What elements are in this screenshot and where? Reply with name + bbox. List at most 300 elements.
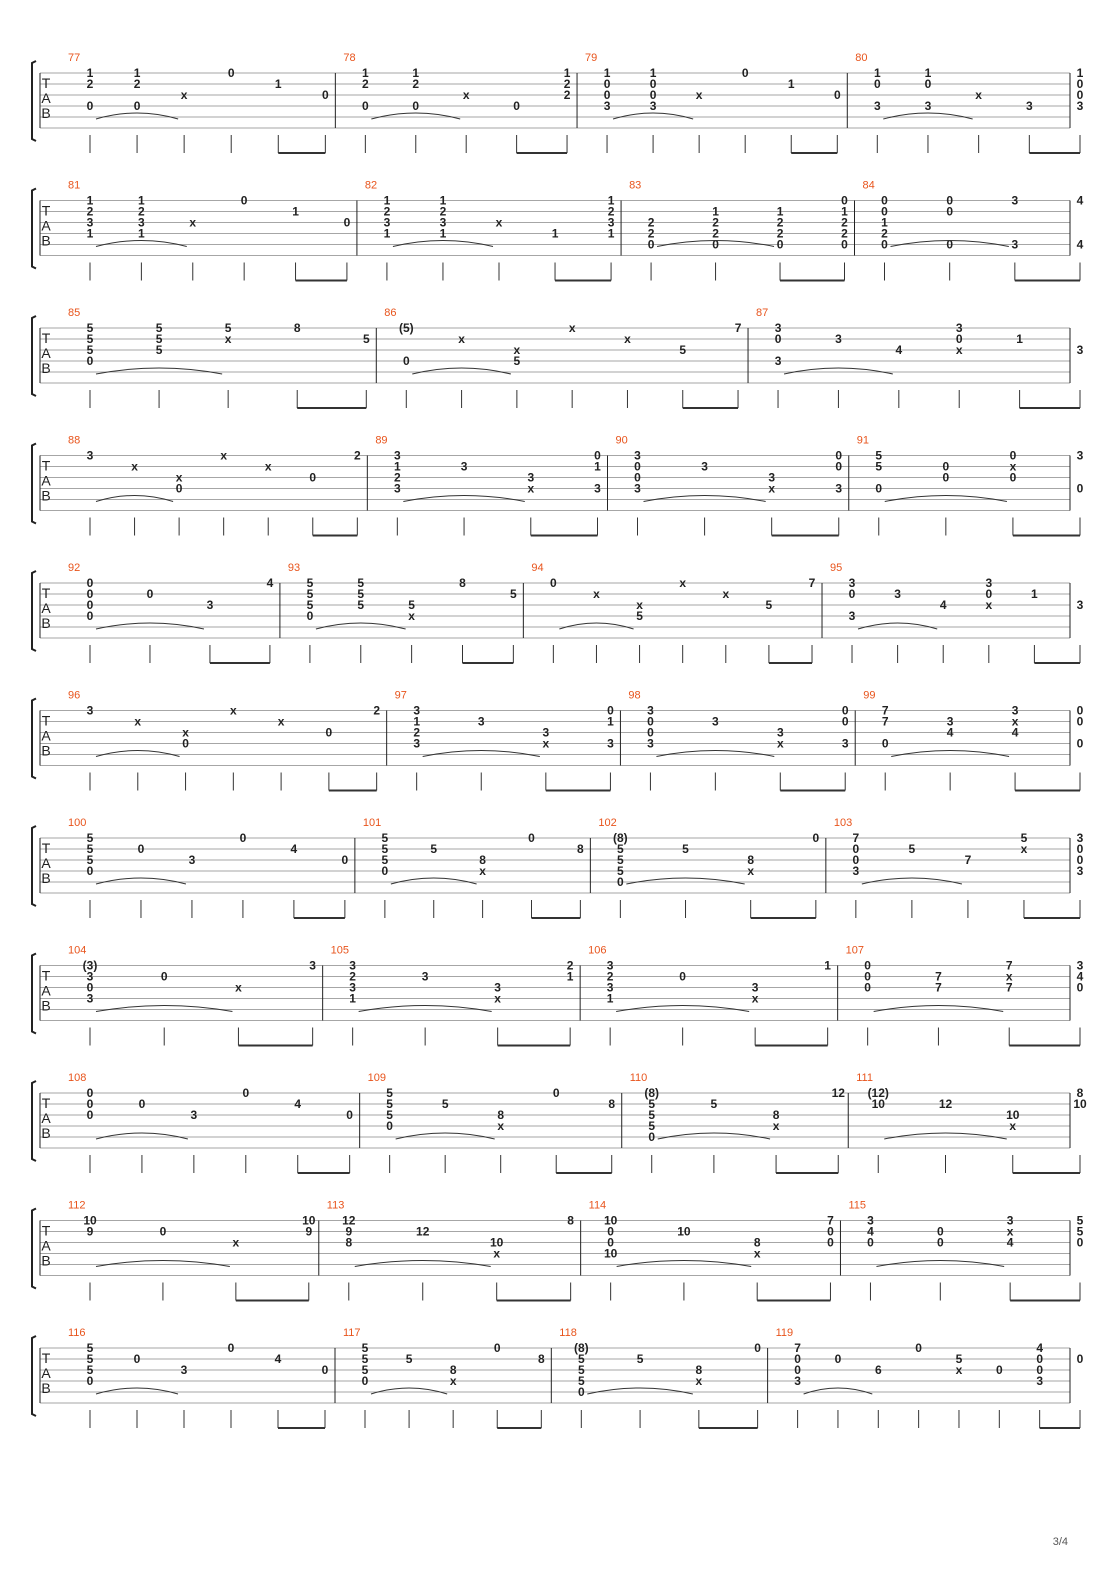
fret-number: 0 <box>86 354 94 368</box>
tab-clef-letter: T <box>41 75 51 91</box>
dead-note: x <box>493 1246 501 1261</box>
fret-number: 0 <box>852 853 860 867</box>
measure-number: 91 <box>856 434 870 447</box>
fret-number: 5 <box>86 343 94 357</box>
measure <box>68 52 329 153</box>
fret-number: 3 <box>1011 703 1019 718</box>
fret-number: 0 <box>1076 714 1084 729</box>
dead-note: x <box>277 714 285 729</box>
fret-number: 10 <box>1073 1097 1087 1111</box>
dead-note: x <box>134 714 142 729</box>
fret-number: 2 <box>383 204 391 219</box>
fret-number: 0 <box>412 99 420 113</box>
tie-arc <box>391 878 477 884</box>
fret-number: 0 <box>946 237 954 252</box>
fret-number: 4 <box>1011 725 1019 740</box>
fret-number: 3 <box>1011 193 1019 208</box>
fret-number: 8 <box>577 842 584 856</box>
fret-number: 0 <box>946 204 954 219</box>
fret-number: 0 <box>754 1341 761 1355</box>
fret-number: 0 <box>227 1341 235 1355</box>
fret-number: 3 <box>439 215 447 230</box>
measure <box>357 180 615 281</box>
fret-number: 8 <box>747 853 755 867</box>
fret-number: 0 <box>617 875 624 889</box>
tab-system <box>32 180 1084 281</box>
dead-note: x <box>479 864 486 878</box>
fret-number: 5 <box>1076 1213 1084 1228</box>
fret-number: 2 <box>841 215 848 230</box>
tie-arc <box>858 623 937 629</box>
fret-number: 12 <box>416 1224 430 1239</box>
dead-note: x <box>679 576 687 590</box>
fret-number: 2 <box>563 77 571 91</box>
fret-number: 5 <box>765 598 773 612</box>
tab-clef-letter: T <box>41 712 51 729</box>
fret-number: 3 <box>349 958 356 973</box>
fret-number: 1 <box>412 66 420 80</box>
measure-number: 114 <box>588 1199 607 1212</box>
fret-number: 3 <box>946 714 954 729</box>
measure <box>848 1072 1087 1173</box>
fret-number: 0 <box>86 980 94 995</box>
measure-number: 97 <box>394 689 407 702</box>
fret-number: 1 <box>787 77 795 91</box>
fret-number: 0 <box>322 88 329 102</box>
measure-number: 107 <box>845 944 865 957</box>
measure-number: 108 <box>68 1072 87 1084</box>
tie-arc <box>784 368 893 374</box>
measure <box>68 945 316 1046</box>
fret-number: 0 <box>242 1086 250 1100</box>
fret-number: 3 <box>606 958 614 973</box>
fret-number: 7 <box>808 576 816 590</box>
fret-number: 0 <box>86 864 94 878</box>
fret-number: 0 <box>86 598 94 612</box>
fret-number: 9 <box>345 1224 353 1239</box>
fret-number: 3 <box>542 725 550 740</box>
tab-clef-letter: A <box>41 600 51 616</box>
tie-arc <box>355 1261 491 1267</box>
fret-number: 0 <box>309 470 317 485</box>
tab-clef-letter: T <box>41 457 51 474</box>
fret-number: 2 <box>712 215 719 230</box>
fret-number: 3 <box>349 980 356 995</box>
tie-arc <box>96 878 186 884</box>
measure <box>551 1327 761 1428</box>
fret-number: 1 <box>274 77 282 91</box>
tie-arc <box>884 1133 1007 1139</box>
fret-number: 10 <box>490 1235 504 1250</box>
tie-arc <box>96 241 187 247</box>
fret-number: 0 <box>647 237 655 252</box>
fret-number: 0 <box>834 1352 842 1366</box>
fret-number: 7 <box>734 321 742 335</box>
tie-arc <box>876 1261 1004 1267</box>
fret-number: 1 <box>138 193 145 208</box>
measure-number: 113 <box>326 1199 345 1212</box>
fret-number: 7 <box>881 714 889 729</box>
fret-number: 1 <box>1016 332 1023 346</box>
tie-arc <box>403 496 524 502</box>
fret-number: 0 <box>603 88 611 102</box>
fret-number: 4 <box>1006 1235 1014 1250</box>
fret-number: 5 <box>648 1108 656 1122</box>
fret-number: 3 <box>603 99 611 113</box>
measure <box>68 1072 353 1173</box>
fret-number: 3 <box>607 736 614 751</box>
fret-number: 1 <box>133 66 141 80</box>
fret-number: 5 <box>86 831 94 845</box>
fret-number: 10 <box>677 1224 691 1239</box>
fret-number: 0 <box>550 576 557 590</box>
fret-number: 5 <box>86 1341 94 1355</box>
tie-arc <box>804 1388 873 1394</box>
fret-number: 4 <box>294 1097 302 1111</box>
measure <box>68 435 361 536</box>
fret-number: 0 <box>159 1224 167 1239</box>
tab-system <box>32 562 1084 663</box>
fret-number: 0 <box>634 459 641 474</box>
dead-note: x <box>180 88 188 102</box>
fret-number: 0 <box>594 448 601 463</box>
fret-number: 5 <box>155 343 163 357</box>
fret-number: 5 <box>357 576 365 590</box>
fret-number: 7 <box>827 1213 834 1228</box>
fret-number: 1 <box>551 226 559 241</box>
fret-number: 5 <box>86 853 94 867</box>
fret-number: 1 <box>349 991 356 1006</box>
measure-number: 80 <box>855 52 868 64</box>
fret-number: 5 <box>617 842 624 856</box>
fret-number: 1 <box>924 66 932 80</box>
tie-arc <box>396 1133 495 1139</box>
measure <box>855 180 1084 281</box>
fret-number: 0 <box>649 77 657 91</box>
fret-number: 5 <box>386 1097 393 1111</box>
tie-arc <box>96 368 222 374</box>
fret-number: 0 <box>649 88 657 102</box>
fret-number: 8 <box>537 1352 545 1366</box>
fret-number: 0 <box>86 1097 94 1111</box>
tie-arc <box>96 623 204 629</box>
fret-number: 3 <box>1076 831 1084 845</box>
fret-number: 5 <box>381 842 389 856</box>
fret-number: 3 <box>413 736 421 751</box>
fret-number: 0 <box>1076 1352 1084 1366</box>
fret-number: 0 <box>841 237 848 252</box>
fret-number: 0 <box>794 1363 801 1377</box>
fret-number: 3 <box>1076 343 1084 357</box>
measure-number: 83 <box>629 179 642 192</box>
dead-note: x <box>985 598 993 612</box>
fret-number: 0 <box>321 1363 329 1377</box>
measure-number: 78 <box>343 52 356 64</box>
fret-number: 10 <box>83 1213 97 1228</box>
system-bracket <box>32 1081 36 1161</box>
fret-number: 3 <box>606 980 614 995</box>
fret-number: 3 <box>86 448 94 463</box>
fret-number: 3 <box>1076 958 1084 973</box>
fret-number: 3 <box>86 991 94 1006</box>
fret-number: 10 <box>302 1213 316 1228</box>
tie-arc <box>412 368 511 374</box>
fret-number: 0 <box>381 864 389 878</box>
fret-number: 2 <box>881 226 888 241</box>
fret-number: 2 <box>647 226 655 241</box>
system-bracket <box>32 61 36 141</box>
tab-clef-letter: T <box>41 840 51 856</box>
fret-number: 3 <box>527 470 535 485</box>
fret-number: 5 <box>648 1097 656 1111</box>
fret-number: 0 <box>841 193 848 208</box>
fret-number: 5 <box>386 1086 393 1100</box>
fret-number: 0 <box>133 1352 141 1366</box>
fret-number: 0 <box>841 714 849 729</box>
measure-number: 84 <box>862 179 875 192</box>
fret-number: 8 <box>1076 1086 1084 1100</box>
tab-clef-letter: T <box>41 1095 51 1111</box>
fret-number: 3 <box>1076 448 1084 463</box>
fret-number: 4 <box>867 1224 874 1239</box>
fret-number: 3 <box>607 215 615 230</box>
fret-number: 7 <box>881 703 889 718</box>
fret-number: 0 <box>835 448 843 463</box>
measure-number: 77 <box>68 52 81 64</box>
measure <box>590 817 819 918</box>
dead-note: x <box>220 448 228 463</box>
measure-number: 103 <box>833 817 853 829</box>
tab-clef-letter: T <box>41 585 51 601</box>
measure <box>319 1200 575 1301</box>
dead-note: x <box>542 736 550 751</box>
tie-arc <box>96 1388 178 1394</box>
tab-clef-letter: B <box>41 105 51 121</box>
measure-number: 79 <box>585 52 598 64</box>
fret-number: 8 <box>345 1235 353 1250</box>
fret-number: 0 <box>873 77 881 91</box>
fret-number: 8 <box>695 1363 703 1377</box>
fret-number: (8) <box>573 1341 589 1355</box>
fret-number: 6 <box>874 1363 882 1377</box>
fret-number: 5 <box>155 332 163 346</box>
dead-note: x <box>975 88 982 102</box>
fret-number: 10 <box>603 1213 618 1228</box>
fret-number: 0 <box>864 969 871 984</box>
tab-clef-letter: T <box>41 202 51 219</box>
tie-arc <box>359 1006 492 1012</box>
fret-number: 1 <box>649 66 657 80</box>
fret-number: 2 <box>133 77 141 91</box>
system-bracket <box>32 1336 36 1416</box>
tab-clef-letter: A <box>41 217 51 234</box>
fret-number: 1 <box>881 215 888 230</box>
fret-number: 3 <box>649 99 657 113</box>
fret-number: 5 <box>381 853 389 867</box>
fret-number: 5 <box>577 1352 585 1366</box>
measure <box>68 817 349 918</box>
fret-number: 3 <box>1076 598 1084 612</box>
dead-note: x <box>636 598 643 612</box>
fret-number: 3 <box>634 448 641 463</box>
dead-note: x <box>182 725 189 740</box>
dead-note: x <box>189 215 197 230</box>
fret-number: 8 <box>293 321 301 335</box>
fret-number: 1 <box>86 193 94 208</box>
system-bracket <box>32 1209 36 1289</box>
fret-number: 1 <box>362 66 369 80</box>
dead-note: x <box>494 991 501 1006</box>
fret-number: 1 <box>439 193 447 208</box>
system-bracket <box>32 316 36 396</box>
fret-number: 0 <box>881 237 888 252</box>
fret-number: 0 <box>936 1224 944 1239</box>
fret-number: 3 <box>1011 237 1019 252</box>
fret-number: 0 <box>86 587 94 601</box>
fret-number: 1 <box>393 459 401 474</box>
measure <box>335 52 570 153</box>
fret-number: 3 <box>393 448 401 463</box>
dead-note: x <box>772 1119 780 1133</box>
fret-number: 4 <box>1076 969 1084 984</box>
fret-number: 9 <box>305 1224 313 1239</box>
measure-number: 100 <box>68 817 87 829</box>
measure <box>355 817 584 918</box>
fret-number: 3 <box>835 481 843 496</box>
tab-clef-letter: B <box>41 870 51 886</box>
fret-number: 1 <box>138 226 145 241</box>
fret-number: 0 <box>841 703 849 718</box>
fret-number: 7 <box>935 980 942 995</box>
fret-number: 0 <box>776 237 784 252</box>
fret-number: 5 <box>636 1352 644 1366</box>
fret-number: 1 <box>712 204 719 219</box>
fret-number: 0 <box>86 609 94 623</box>
measure-number: 105 <box>330 944 350 957</box>
fret-number: 4 <box>290 842 298 856</box>
fret-number: 8 <box>479 853 486 867</box>
fret-number: 2 <box>712 226 719 241</box>
fret-number: 1 <box>383 193 391 208</box>
tab-clef-letter: A <box>41 982 51 999</box>
tab-system <box>32 945 1084 1046</box>
fret-number: 9 <box>86 1224 94 1239</box>
measure <box>768 1327 1084 1428</box>
fret-number: 3 <box>421 969 429 984</box>
measure <box>840 1200 1083 1301</box>
fret-number: 0 <box>864 958 871 973</box>
dead-note: x <box>175 470 183 485</box>
fret-number: 0 <box>875 481 883 496</box>
fret-number: 2 <box>349 969 356 984</box>
fret-number: 0 <box>182 736 189 751</box>
measure-number: 94 <box>531 562 544 574</box>
measure-number: 93 <box>287 562 301 574</box>
tab-clef-letter: B <box>41 1252 51 1269</box>
fret-number: 0 <box>924 77 932 91</box>
fret-number: 3 <box>594 481 601 496</box>
tie-arc <box>891 751 1009 757</box>
fret-number: 4 <box>274 1352 282 1366</box>
measure-number: 89 <box>375 434 388 447</box>
fret-number: 1 <box>292 204 299 219</box>
fret-number: 0 <box>343 215 351 230</box>
fret-number: 5 <box>361 1363 369 1377</box>
fret-number: 5 <box>875 459 883 474</box>
tie-arc <box>371 1388 447 1394</box>
fret-number: 0 <box>86 99 94 113</box>
tie-arc <box>316 623 406 629</box>
fret-number: 3 <box>86 969 94 984</box>
fret-number: 8 <box>772 1108 780 1122</box>
tie-arc <box>96 1261 230 1267</box>
dead-note: x <box>768 481 776 496</box>
tie-arc <box>862 878 962 884</box>
fret-number: 1 <box>607 714 614 729</box>
fret-number: 2 <box>353 448 361 463</box>
fret-number: 3 <box>494 980 501 995</box>
fret-number: 4 <box>946 725 954 740</box>
measure-number: 119 <box>775 1327 794 1339</box>
measure <box>280 562 517 663</box>
fret-number: 0 <box>942 470 950 485</box>
measure <box>849 435 1084 536</box>
fret-number: 12 <box>342 1213 356 1228</box>
tab-system <box>32 307 1084 408</box>
fret-number: 0 <box>133 99 141 113</box>
fret-number: 0 <box>864 980 871 995</box>
measure <box>360 1072 616 1173</box>
fret-number: 5 <box>408 598 415 612</box>
fret-number: 0 <box>607 1235 614 1250</box>
tab-clef-letter: B <box>41 1380 51 1396</box>
fret-number: 5 <box>430 842 438 856</box>
fret-number: 0 <box>881 736 889 751</box>
fret-number: 0 <box>774 332 782 346</box>
measure <box>608 435 843 536</box>
fret-number: 3 <box>776 725 784 740</box>
fret-number: 4 <box>895 343 903 357</box>
fret-number: 3 <box>647 703 654 718</box>
fret-number: 0 <box>794 1352 801 1366</box>
fret-number: 0 <box>679 969 686 984</box>
fret-number: 5 <box>361 1341 369 1355</box>
fret-number: 7 <box>1005 958 1013 973</box>
tie-arc <box>393 241 493 247</box>
tie-arc <box>626 878 744 884</box>
fret-number: 0 <box>827 1235 834 1250</box>
fret-number: 2 <box>393 470 401 485</box>
fret-number: 0 <box>647 714 654 729</box>
fret-number: 3 <box>924 99 932 113</box>
tab-clef-letter: A <box>41 1237 51 1254</box>
fret-number: (8) <box>613 831 628 845</box>
measure <box>367 435 601 536</box>
dead-note: x <box>1011 714 1019 729</box>
fret-number: 12 <box>831 1086 845 1100</box>
measure <box>621 180 848 281</box>
dead-note: x <box>695 1374 703 1388</box>
tie-arc <box>617 1261 752 1267</box>
measure-number: 86 <box>384 307 397 319</box>
measure <box>323 945 574 1046</box>
fret-number: 10 <box>603 1246 618 1261</box>
fret-number: 2 <box>566 958 574 973</box>
fret-number: 3 <box>774 354 782 368</box>
fret-number: 3 <box>894 587 901 601</box>
tab-clef-letter: T <box>41 1222 51 1239</box>
fret-number: 5 <box>86 1363 94 1377</box>
